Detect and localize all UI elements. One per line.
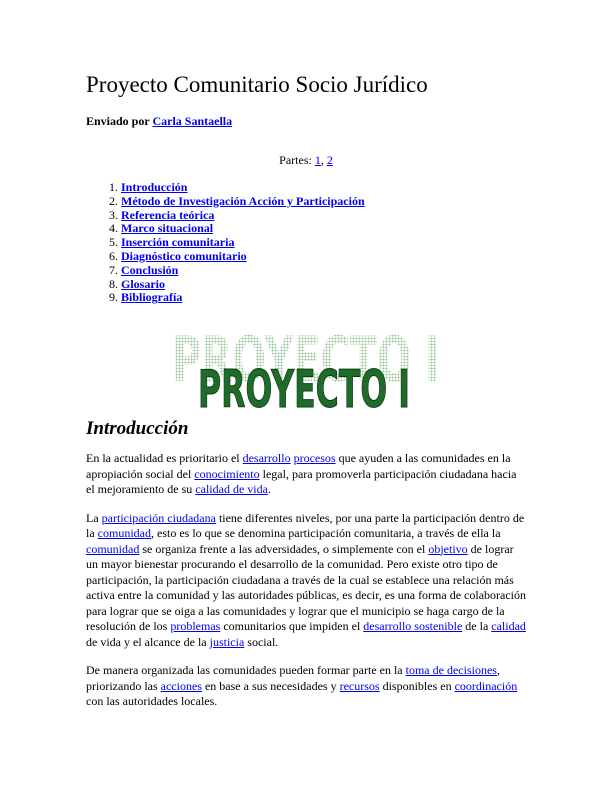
banner-shadow-text: PROYECTO I [172,323,440,396]
byline [86,114,232,129]
proyecto-banner-image [172,313,442,413]
toc-item [121,236,365,250]
inline-link[interactable]: acciones [160,678,202,693]
paragraph-text: legal, para promoverla participación ciudadana hacia el mejoramiento de su [86,466,517,496]
banner-main-text: PROYECTO I [198,360,410,413]
toc-item [121,195,365,209]
paragraph-text: con las autoridades locales. [86,694,218,708]
toc-link[interactable]: Referencia teórica [121,207,215,222]
toc-item [121,250,365,264]
toc-link[interactable]: Bibliografía [121,290,183,305]
toc-link[interactable]: Inserción comunitaria [121,235,235,250]
article-body [86,451,526,723]
inline-link[interactable]: justicia [209,634,245,649]
toc-item [121,181,365,195]
inline-link[interactable]: recursos [339,678,380,693]
inline-link[interactable]: objetivo [428,541,468,556]
paragraph-text: social. [244,634,279,649]
parts-separator: , [320,153,327,167]
paragraph-text: de la [462,619,492,633]
inline-link[interactable]: toma de decisiones [405,663,497,677]
inline-link[interactable]: calidad de vida [195,482,268,496]
paragraph-text: , esto es lo que se denomina participación comunitaria, a través de ella la [151,526,501,540]
toc-link[interactable]: Método de Investigación Acción y Participación [121,193,365,208]
paragraph-text: , priorizando las [86,663,500,693]
parts-navigation [86,153,526,168]
inline-link[interactable]: procesos [293,451,336,465]
part-2-link[interactable]: 2 [326,153,333,167]
paragraph-text: de vida y el alcance de la [86,634,210,649]
paragraph-text: tiene diferentes niveles, por una parte la participación dentro de la [86,510,525,540]
page-title: Proyecto Comunitario Socio Jurídico [86,72,428,97]
toc-link[interactable]: Marco situacional [121,221,214,236]
toc-item [121,278,365,292]
toc-link[interactable]: Conclusión [121,262,179,277]
inline-link[interactable]: calidad [491,619,526,633]
author-link[interactable]: Carla Santaella [152,114,233,128]
inline-link[interactable]: participación ciudadana [101,510,216,525]
inline-link[interactable]: problemas [170,619,221,633]
toc-item [121,264,365,278]
toc-link[interactable]: Glosario [121,276,165,291]
paragraph [86,511,526,651]
toc-item [121,222,365,236]
paragraph-text: En la actualidad es prioritario el [86,451,243,465]
toc-link[interactable]: Diagnóstico comunitario [121,248,247,263]
inline-link[interactable]: comunidad [86,541,140,556]
section-heading: Introducción [86,418,189,439]
paragraph [86,451,526,498]
inline-link[interactable]: comunidad [97,526,151,540]
paragraph-text: De manera organizada las comunidades pueden formar parte en la [86,663,406,677]
paragraph-text: de lograr un mayor bienestar procurando el desarrollo de la comunidad. Pero existe otro tipo de participación, la participación ciudadana a través de la cual se establece una relación más activa entre la comunidad y las autoridades públicas, es decir, es una forma de colaboración para lograr que se oiga a las comunidades y lograr que el municipio se haga cargo de la resolución de los [86,541,527,633]
inline-link[interactable]: desarrollo sostenible [363,619,463,633]
paragraph-text: en base a sus necesidades y [201,678,340,693]
parts-label: Partes: [279,153,315,167]
inline-link[interactable]: coordinación [454,678,518,693]
part-1-link[interactable]: 1 [314,153,321,167]
paragraph-text: disponibles en [379,678,455,693]
table-of-contents [86,181,365,305]
toc-item [121,291,365,305]
paragraph-text: que ayuden a las comunidades en la apropiación social del [86,451,511,481]
paragraph-text: comunitarios que impiden el [220,619,364,633]
paragraph-text: . [267,482,271,496]
inline-link[interactable]: conocimiento [194,466,260,481]
byline-prefix: Enviado por [86,114,153,128]
inline-link[interactable]: desarrollo [242,451,291,465]
toc-link[interactable]: Introducción [121,180,188,194]
paragraph-text: La [86,510,102,525]
paragraph-text: se organiza frente a las adversidades, o simplemente con el [139,541,429,556]
toc-item [121,209,365,223]
paragraph [86,663,526,710]
